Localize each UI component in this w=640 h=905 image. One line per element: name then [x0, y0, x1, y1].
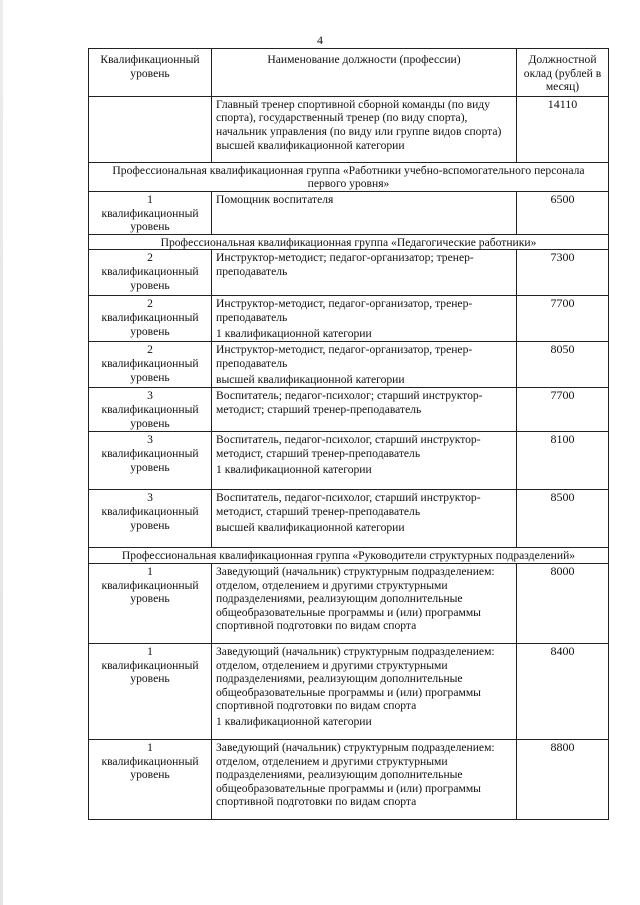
level-number: 1 [147, 192, 153, 206]
level-number: 3 [147, 433, 153, 447]
level-cell [89, 563, 212, 643]
table-header-row [89, 49, 609, 97]
header-level: Квалификационный уровень [89, 49, 212, 97]
table-row [89, 432, 609, 490]
level-cell [89, 342, 212, 388]
level-text: квалификационный уровень [101, 356, 199, 384]
scan-edge [0, 0, 3, 905]
table-row [89, 388, 609, 432]
level-number: 3 [147, 491, 153, 505]
category-text: высшей квалификационной категории [216, 372, 405, 386]
position-cell: Воспитатель; педагог-психолог; старший инструктор-методист; старший тренер-преподаватель [212, 388, 517, 432]
group-row [89, 234, 609, 250]
table-row [89, 739, 609, 819]
position-cell: Заведующий (начальник) структурным подразделением: отделом, отделением и другими структурными подразделениями, реализующим дополнительные общеобразовательные программы и (или) программы спортивной подготовки по видам спорта [212, 563, 517, 643]
level-text: квалификационный уровень [101, 658, 199, 686]
position-cell: Главный тренер спортивной сборной команды (по виду спорта), государственный тренер (по виду спорта), начальник управления (по виду или группе видов спорта) высшей квалификационной категории [212, 96, 517, 162]
salary-cell: 7300 [517, 250, 609, 296]
level-cell [89, 739, 212, 819]
table-row [89, 96, 609, 162]
salary-cell: 8000 [517, 563, 609, 643]
level-text: квалификационный уровень [101, 446, 199, 474]
level-number: 1 [147, 564, 153, 578]
header-position: Наименование должности (профессии) [212, 49, 517, 97]
group-row [89, 548, 609, 564]
level-text: квалификационный уровень [101, 578, 199, 606]
position-cell: Заведующий (начальник) структурным подразделением: отделом, отделением и другими структурными подразделениями, реализующим дополнительные общеобразовательные программы и (или) программы спортивной подготовки по видам спорта [212, 739, 517, 819]
position-text: Воспитатель, педагог-психолог, старший инструктор-методист, старший тренер-преподаватель [216, 433, 481, 460]
level-cell [89, 643, 212, 739]
level-text: квалификационный уровень [101, 310, 199, 338]
level-cell [89, 490, 212, 548]
level-cell [89, 432, 212, 490]
table-row [89, 191, 609, 234]
salary-cell: 8500 [517, 490, 609, 548]
position-cell [212, 490, 517, 548]
position-cell [212, 643, 517, 739]
category-text: высшей квалификационной категории [216, 520, 405, 534]
level-cell [89, 296, 212, 342]
position-cell [212, 432, 517, 490]
page-number: 4 [317, 33, 323, 47]
salary-cell: 8100 [517, 432, 609, 490]
position-cell: Инструктор-методист; педагог-организатор; тренер-преподаватель [212, 250, 517, 296]
level-text: квалификационный уровень [101, 264, 199, 292]
position-text: Заведующий (начальник) структурным подразделением: отделом, отделением и другими структурными подразделениями, реализующим дополнительные общеобразовательные программы и (или) программы спортивной подготовки по видам спорта [216, 644, 495, 713]
header-salary: Должностной оклад (рублей в месяц) [517, 49, 609, 97]
table-row [89, 296, 609, 342]
table-row [89, 342, 609, 388]
salary-cell: 6500 [517, 191, 609, 234]
table-row [89, 250, 609, 296]
table-row [89, 563, 609, 643]
level-cell [89, 250, 212, 296]
level-text: квалификационный уровень [101, 402, 199, 430]
level-number: 1 [147, 644, 153, 658]
position-cell: Помощник воспитателя [212, 191, 517, 234]
table-body [89, 96, 609, 819]
level-cell [89, 96, 212, 162]
level-cell [89, 191, 212, 234]
position-text: Воспитатель, педагог-психолог, старший инструктор-методист, старший тренер-преподаватель [216, 491, 481, 518]
category-text: 1 квалификационной категории [216, 714, 372, 728]
level-cell [89, 388, 212, 432]
category-text: 1 квалификационной категории [216, 326, 372, 340]
level-text: квалификационный уровень [101, 504, 199, 532]
salary-cell: 8400 [517, 643, 609, 739]
level-number: 3 [147, 389, 153, 403]
position-cell [212, 296, 517, 342]
position-cell [212, 342, 517, 388]
level-text: квалификационный уровень [101, 206, 199, 234]
table-row [89, 643, 609, 739]
level-number: 1 [147, 740, 153, 754]
group-heading: Профессиональная квалификационная группа «Работники учебно-вспомогательного персонала первого уровня» [89, 162, 609, 191]
salary-table [88, 48, 609, 820]
position-text: Инструктор-методист, педагог-организатор, тренер-преподаватель [216, 343, 473, 370]
group-row [89, 162, 609, 191]
level-number: 2 [147, 343, 153, 357]
category-text: 1 квалификационной категории [216, 462, 372, 476]
salary-cell: 7700 [517, 388, 609, 432]
salary-cell: 7700 [517, 296, 609, 342]
table-row [89, 490, 609, 548]
level-text: квалификационный уровень [101, 754, 199, 782]
level-number: 2 [147, 251, 153, 265]
salary-cell: 8800 [517, 739, 609, 819]
position-text: Инструктор-методист, педагог-организатор, тренер-преподаватель [216, 297, 473, 324]
group-heading: Профессиональная квалификационная группа «Руководители структурных подразделений» [89, 548, 609, 564]
level-number: 2 [147, 297, 153, 311]
group-heading: Профессиональная квалификационная группа «Педагогические работники» [89, 234, 609, 250]
salary-cell: 8050 [517, 342, 609, 388]
salary-cell: 14110 [517, 96, 609, 162]
